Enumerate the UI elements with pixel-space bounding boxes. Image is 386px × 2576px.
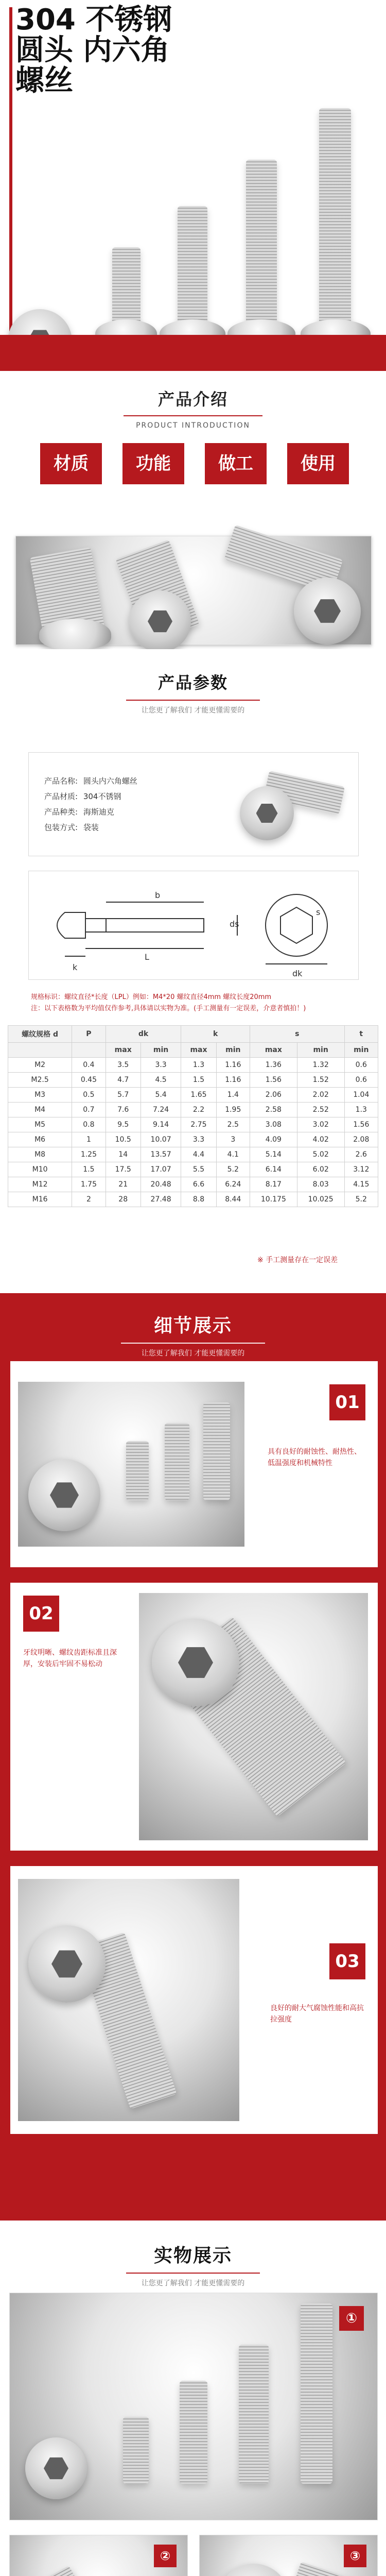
params-cell: 7.6	[106, 1103, 141, 1117]
detail-underline	[121, 1343, 265, 1344]
params-table-header-d: 螺纹规格 d	[8, 1026, 72, 1043]
params-footnote-star: ※	[257, 1256, 264, 1264]
chip-workmanship	[205, 443, 267, 484]
params-info-photo	[235, 766, 348, 843]
params-table-row	[8, 1177, 378, 1192]
params-cell: 1.32	[297, 1058, 344, 1073]
detail-header	[0, 1311, 386, 1358]
params-cell: 6.02	[297, 1162, 344, 1177]
detail-1-text	[268, 1446, 365, 1469]
params-cell: 3.08	[250, 1117, 297, 1132]
detail-section	[0, 1293, 386, 2221]
params-table-header-s: s	[250, 1026, 344, 1043]
diagram-label-L: L	[145, 952, 149, 962]
params-footnote-text: 手工测量存在一定误差	[266, 1256, 338, 1264]
params-cell: 5.2	[216, 1162, 250, 1177]
params-cell: 1.95	[216, 1103, 250, 1117]
params-cell: 8.17	[250, 1177, 297, 1192]
params-cell: 5.14	[250, 1147, 297, 1162]
params-cell: 7.24	[141, 1103, 181, 1117]
params-cell: M10	[8, 1162, 72, 1177]
product-intro-subtitle: PRODUCT INTRODUCTION	[136, 421, 250, 430]
params-cell: 10.175	[250, 1192, 297, 1207]
detail-3-number: 03	[335, 1951, 360, 1972]
intro-photo-head-1	[39, 619, 111, 650]
params-cell: 21	[106, 1177, 141, 1192]
params-cell: 14	[106, 1147, 141, 1162]
params-cell: 20.48	[141, 1177, 181, 1192]
diagram-label-ds: ds	[230, 919, 239, 929]
detail-1-head	[28, 1459, 100, 1531]
hero-title-304: 304	[15, 3, 76, 37]
params-cell: 2.02	[297, 1088, 344, 1103]
params-cell: 2.06	[250, 1088, 297, 1103]
params-row-type-key: 产品种类:	[44, 807, 78, 817]
diagram-head	[57, 912, 85, 938]
params-photo-head	[240, 786, 294, 840]
params-cell: M2	[8, 1058, 72, 1073]
hex-socket-icon-detail-3	[51, 1948, 82, 1979]
hero-title-screw: 螺丝	[15, 63, 73, 97]
params-table-sub-7: min	[297, 1043, 344, 1058]
params-cell: 3.5	[106, 1058, 141, 1073]
params-row-material-key: 产品材质:	[44, 792, 78, 801]
real-1-thread-1	[123, 2417, 149, 2484]
real-1-badge	[339, 2306, 364, 2331]
params-cell: 2.5	[216, 1117, 250, 1132]
params-row-pack-key: 包装方式:	[44, 823, 78, 832]
params-info-box	[28, 752, 359, 856]
params-cell: M5	[8, 1117, 72, 1132]
diagram-hex	[280, 907, 312, 943]
params-cell: 27.48	[141, 1192, 181, 1207]
params-cell: 4.4	[181, 1147, 216, 1162]
detail-2-head	[152, 1619, 239, 1706]
chip-material-label: 材质	[54, 453, 89, 474]
params-cell: M4	[8, 1103, 72, 1117]
params-cell: 4.7	[106, 1073, 141, 1088]
product-params-header	[0, 670, 386, 715]
params-cell: 0.45	[72, 1073, 106, 1088]
product-params-subtitle: 让您更了解我们 才能更懂需要的	[141, 706, 245, 715]
detail-card-2	[9, 1582, 379, 1852]
diagram-label-s: s	[316, 907, 321, 917]
params-cell: 1.16	[216, 1073, 250, 1088]
params-cell: M3	[8, 1088, 72, 1103]
params-table	[8, 1025, 378, 1207]
real-photo-2	[9, 2535, 188, 2576]
params-info-list	[44, 773, 230, 835]
hero-title-hex: 内六角	[83, 33, 170, 67]
params-cell: 6.24	[216, 1177, 250, 1192]
params-cell: 0.6	[344, 1073, 378, 1088]
params-row-pack	[44, 820, 230, 835]
diagram-shank	[85, 919, 204, 932]
product-params-section	[0, 649, 386, 1293]
params-cell: 2.6	[344, 1147, 378, 1162]
intro-photo	[15, 536, 372, 645]
params-cell: 9.14	[141, 1117, 181, 1132]
real-1-thread-4	[301, 2303, 332, 2484]
params-cell: 1.52	[297, 1073, 344, 1088]
params-cell: 5.2	[344, 1192, 378, 1207]
real-1-label: ①	[345, 2311, 357, 2326]
hex-socket-icon-detail-2	[178, 1645, 213, 1680]
params-note-1: 规格标识：螺纹直径*长度（LPL）例如：M4*20 螺纹直径4mm 螺纹长度20mm	[31, 993, 272, 1001]
params-cell: 1.5	[72, 1162, 106, 1177]
params-table-sub-1	[72, 1043, 106, 1058]
params-row-name	[44, 773, 230, 789]
dimension-diagram	[29, 871, 358, 979]
params-row-name-key: 产品名称:	[44, 776, 78, 786]
detail-2-badge	[23, 1596, 59, 1632]
params-cell: 3.3	[141, 1058, 181, 1073]
detail-1-thread-1	[126, 1441, 149, 1500]
detail-1-thread-2	[165, 1423, 189, 1500]
real-1-head	[25, 2437, 87, 2499]
detail-1-thread-3	[203, 1402, 230, 1500]
hero-screw-thread-5	[319, 108, 351, 325]
params-cell: 0.6	[344, 1058, 378, 1073]
params-cell: 1.56	[250, 1073, 297, 1088]
params-cell: 5.4	[141, 1088, 181, 1103]
params-cell: 4.09	[250, 1132, 297, 1147]
detail-1-number: 01	[335, 1392, 360, 1413]
params-table-sub-4: max	[181, 1043, 216, 1058]
params-table-row	[8, 1058, 378, 1073]
real-2-badge	[154, 2545, 177, 2567]
product-intro-title	[0, 386, 386, 430]
params-row-material-value: 304不锈钢	[83, 792, 121, 801]
params-table-row	[8, 1162, 378, 1177]
detail-subtitle: 让您更了解我们 才能更懂需要的	[141, 1349, 245, 1358]
params-cell: 1.3	[181, 1058, 216, 1073]
params-table-sub-5: min	[216, 1043, 250, 1058]
params-note-2: 注：以下表格数为平均值仅作参考,具体请以实物为准。(手工测量有一定误差，介意者慎拍！)	[31, 1005, 306, 1012]
real-title: 实物展示	[153, 2245, 232, 2266]
product-intro-title-text: 产品介绍	[157, 389, 228, 409]
detail-1-text-value: 具有良好的耐蚀性、耐热性、低温强度和机械特性	[268, 1448, 361, 1467]
detail-3-head	[28, 1925, 106, 2003]
params-table-sub-3: min	[141, 1043, 181, 1058]
params-cell: 0.8	[72, 1117, 106, 1132]
chip-function-label: 功能	[136, 453, 171, 474]
params-table-row	[8, 1132, 378, 1147]
params-cell: 8.44	[216, 1192, 250, 1207]
params-cell: M2.5	[8, 1073, 72, 1088]
params-row-type	[44, 804, 230, 820]
params-cell: M8	[8, 1147, 72, 1162]
product-intro-underline	[124, 415, 262, 416]
params-cell: 0.5	[72, 1088, 106, 1103]
params-cell: 2.75	[181, 1117, 216, 1132]
params-row-type-value: 海斯迪克	[83, 807, 114, 817]
params-cell: 5.02	[297, 1147, 344, 1162]
diagram-label-k: k	[73, 962, 78, 972]
intro-photo-head-3	[294, 578, 361, 645]
product-params-underline	[126, 700, 260, 701]
params-cell: 10.025	[297, 1192, 344, 1207]
diagram-drawing	[57, 894, 327, 964]
params-cell: 1	[72, 1132, 106, 1147]
hero-screw-thread-2	[112, 247, 141, 325]
hero-title-round-head: 圆头	[15, 33, 73, 67]
detail-title: 细节展示	[153, 1315, 232, 1336]
params-cell: 6.14	[250, 1162, 297, 1177]
params-cell: 4.02	[297, 1132, 344, 1147]
params-cell: 2.52	[297, 1103, 344, 1117]
params-cell: 8.03	[297, 1177, 344, 1192]
diagram-label-dk: dk	[292, 969, 303, 978]
params-table-row	[8, 1192, 378, 1207]
chip-usage	[287, 443, 349, 484]
params-cell: 0.4	[72, 1058, 106, 1073]
hex-socket-icon-detail-1	[50, 1481, 79, 1510]
detail-3-text	[270, 2003, 368, 2025]
params-cell: 10.5	[106, 1132, 141, 1147]
params-table-header-t: t	[344, 1026, 378, 1043]
params-table-row	[8, 1147, 378, 1162]
params-cell: 1.04	[344, 1088, 378, 1103]
params-cell: M12	[8, 1177, 72, 1192]
params-cell: 3.12	[344, 1162, 378, 1177]
hero-screw-thread-4	[246, 160, 277, 325]
params-table-header-k: k	[181, 1026, 250, 1043]
params-notes	[31, 992, 360, 1014]
real-3-badge	[344, 2545, 366, 2567]
real-2-label: ②	[160, 2549, 171, 2563]
params-table-row	[8, 1073, 378, 1088]
params-cell: 3.3	[181, 1132, 216, 1147]
real-3-head	[218, 2564, 290, 2576]
real-1-thread-2	[180, 2381, 207, 2484]
params-table-row	[8, 1117, 378, 1132]
params-cell: 1.25	[72, 1147, 106, 1162]
chip-usage-label: 使用	[301, 453, 336, 474]
detail-3-badge	[329, 1943, 365, 1979]
params-cell: 4.15	[344, 1177, 378, 1192]
product-intro-section	[0, 335, 386, 649]
params-cell: 1.75	[72, 1177, 106, 1192]
params-cell: 10.07	[141, 1132, 181, 1147]
params-cell: 3.02	[297, 1117, 344, 1132]
params-cell: 5.7	[106, 1088, 141, 1103]
params-cell: 1.65	[181, 1088, 216, 1103]
diagram-side-circle	[266, 894, 327, 956]
params-table-header-row	[8, 1026, 378, 1043]
params-row-material	[44, 789, 230, 804]
hex-socket-icon-params	[256, 803, 278, 824]
diagram-label-b: b	[155, 890, 161, 900]
real-3-label: ③	[349, 2549, 361, 2563]
real-section	[0, 2221, 386, 2576]
params-cell: 1.36	[250, 1058, 297, 1073]
params-cell: 1.56	[344, 1117, 378, 1132]
params-cell: 5.5	[181, 1162, 216, 1177]
chip-material	[40, 443, 102, 484]
params-cell: 1.3	[344, 1103, 378, 1117]
params-cell: 28	[106, 1192, 141, 1207]
detail-photo-2	[139, 1593, 368, 1840]
real-underline	[126, 2273, 260, 2274]
params-cell: 2.2	[181, 1103, 216, 1117]
hero-banner	[0, 0, 386, 335]
params-cell: 2.08	[344, 1132, 378, 1147]
params-cell: 2.58	[250, 1103, 297, 1117]
params-footnote	[257, 1255, 381, 1265]
real-1-thread-3	[239, 2345, 269, 2484]
detail-3-text-value: 良好的耐大气腐蚀性能和高抗拉强度	[270, 2004, 364, 2024]
detail-1-badge	[329, 1384, 365, 1420]
hero-screw-thread-3	[178, 206, 207, 325]
params-table-sub-6: max	[250, 1043, 297, 1058]
detail-2-number: 02	[29, 1603, 54, 1624]
params-cell: 1.4	[216, 1088, 250, 1103]
params-row-pack-value: 袋装	[83, 823, 99, 832]
params-table-sub-8: min	[344, 1043, 378, 1058]
hex-socket-icon-2	[148, 609, 172, 634]
params-cell: 6.6	[181, 1177, 216, 1192]
params-cell: M6	[8, 1132, 72, 1147]
params-table-sub-0	[8, 1043, 72, 1058]
params-cell: 1.16	[216, 1058, 250, 1073]
params-table-header-P: P	[72, 1026, 106, 1043]
intro-photo-head-2	[129, 590, 191, 652]
params-cell: 0.7	[72, 1103, 106, 1117]
params-cell: 2	[72, 1192, 106, 1207]
params-cell: 4.1	[216, 1147, 250, 1162]
params-cell: 9.5	[106, 1117, 141, 1132]
real-2-thread	[28, 2566, 110, 2576]
params-table-subheader-row	[8, 1043, 378, 1058]
detail-photo-1	[18, 1382, 244, 1547]
params-cell: 17.07	[141, 1162, 181, 1177]
product-intro-chips	[40, 443, 349, 484]
real-header	[0, 2241, 386, 2288]
real-photo-3	[199, 2535, 378, 2576]
params-cell: 1.5	[181, 1073, 216, 1088]
params-table-header-dk: dk	[106, 1026, 181, 1043]
chip-workmanship-label: 做工	[218, 453, 253, 474]
params-table-wrap	[8, 1025, 378, 1207]
params-cell: 13.57	[141, 1147, 181, 1162]
params-cell: 17.5	[106, 1162, 141, 1177]
chip-function	[122, 443, 184, 484]
detail-card-3	[9, 1865, 379, 2135]
detail-card-1	[9, 1360, 379, 1568]
params-row-name-value: 圆头内六角螺丝	[83, 776, 137, 786]
hero-title-stainless: 不锈钢	[85, 3, 172, 37]
params-cell: 8.8	[181, 1192, 216, 1207]
params-cell: M16	[8, 1192, 72, 1207]
real-subtitle: 让您更了解我们 才能更懂需要的	[141, 2279, 245, 2287]
hex-socket-icon-3	[314, 598, 341, 624]
detail-photo-3	[18, 1879, 239, 2121]
real-photo-1	[9, 2293, 378, 2520]
params-diagram-box	[28, 871, 359, 980]
product-params-title: 产品参数	[157, 673, 228, 692]
params-cell: 4.5	[141, 1073, 181, 1088]
params-table-row	[8, 1088, 378, 1103]
params-table-row	[8, 1103, 378, 1117]
detail-2-text-value: 牙纹明晰、螺纹齿距标准且深厚，安装后牢固不易松动	[23, 1649, 117, 1668]
detail-2-text	[23, 1647, 126, 1670]
params-table-sub-2: max	[106, 1043, 141, 1058]
params-cell: 3	[216, 1132, 250, 1147]
hex-socket-icon-real-1	[44, 2456, 68, 2481]
hero-screws-photo	[0, 31, 386, 335]
